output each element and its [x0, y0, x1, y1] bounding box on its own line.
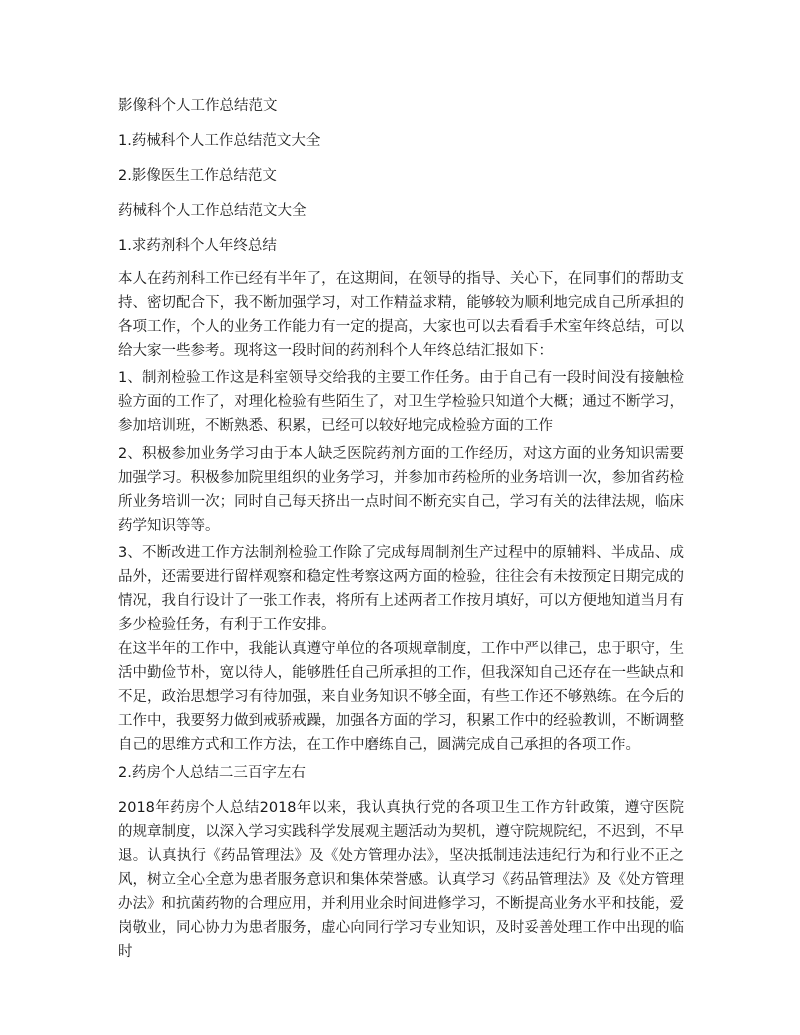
section-title: 药械科个人工作总结范文大全: [118, 203, 307, 219]
toc-item-1: 1.药械科个人工作总结范文大全: [118, 133, 321, 149]
paragraph-summary: 在这半年的工作中，我能认真遵守单位的各项规章制度，工作中严以律己，忠于职守，生活中勤俭节朴，宽以待人，能够胜任自己所承担的工作，但我深知自己还存在一些缺点和不足，政治思想学习有待加强，来自业务知识不够全面，有些工作还不够熟练。在今后的工作中，我要努力做到戒骄戒躁，加强各方面的学习，积累工作中的经验教训，不断调整自己的思维方式和工作方法，在工作中磨练自己，圆满完成自己承担的各项工作。: [118, 641, 684, 753]
paragraph-item-3: 3、不断改进工作方法制剂检验工作除了完成每周制剂生产过程中的原辅料、半成品、成品外，还需要进行留样观察和稳定性考察这两方面的检验，往往会有未按预定日期完成的情况，我自行设计了一张工作表，将所有上述两者工作按月填好，可以方便地知道当月有多少检验任务，有利于工作安排。: [118, 545, 684, 633]
paragraph-item-2: 2、积极参加业务学习由于本人缺乏医院药剂方面的工作经历，对这方面的业务知识需要加强学习。积极参加院里组织的业务学习，并参加市药检所的业务培训一次，参加省药检所业务培训一次；同时自己每天挤出一点时间不断充实自己，学习有关的法律法规，临床药学知识等等。: [118, 446, 684, 534]
paragraph-intro: 本人在药剂科工作已经有半年了，在这期间，在领导的指导、关心下，在同事们的帮助支持、密切配合下，我不断加强学习，对工作精益求精，能够较为顺利地完成自己所承担的各项工作，个人的业务工作能力有一定的提高，大家也可以去看看手术室年终总结，可以给大家一些参考。现将这一段时间的药剂科个人年终总结汇报如下：: [118, 271, 684, 359]
section-heading-1: 1.求药剂科个人年终总结: [118, 238, 277, 254]
document-title: 影像科个人工作总结范文: [118, 98, 278, 114]
paragraph-item-1: 1、制剂检验工作这是科室领导交给我的主要工作任务。由于自己有一段时间没有接触检验方面的工作了，对理化检验有些陌生了，对卫生学检验只知道个大概；通过不断学习，参加培训班，不断熟悉、积累，已经可以较好地完成检验方面的工作: [118, 370, 684, 434]
toc-item-2: 2.影像医生工作总结范文: [118, 168, 277, 184]
paragraph-pharmacy-summary: 2018年药房个人总结2018年以来，我认真执行党的各项卫生工作方针政策，遵守医院的规章制度，以深入学习实践科学发展观主题活动为契机，遵守院规院纪，不迟到，不早退。认真执行《药品管理法》及《处方管理办法》，坚决抵制违法违纪行为和行业不正之风，树立全心全意为患者服务意识和集体荣誉感。认真学习《药品管理法》及《处方管理办法》和抗菌药物的合理应用，并利用业余时间进修学习，不断提高业务水平和技能，爱岗敬业，同心协力为患者服务，虚心向同行学习专业知识，及时妥善处理工作中出现的临时: [118, 800, 684, 960]
section-heading-2: 2.药房个人总结二三百字左右: [118, 765, 306, 781]
